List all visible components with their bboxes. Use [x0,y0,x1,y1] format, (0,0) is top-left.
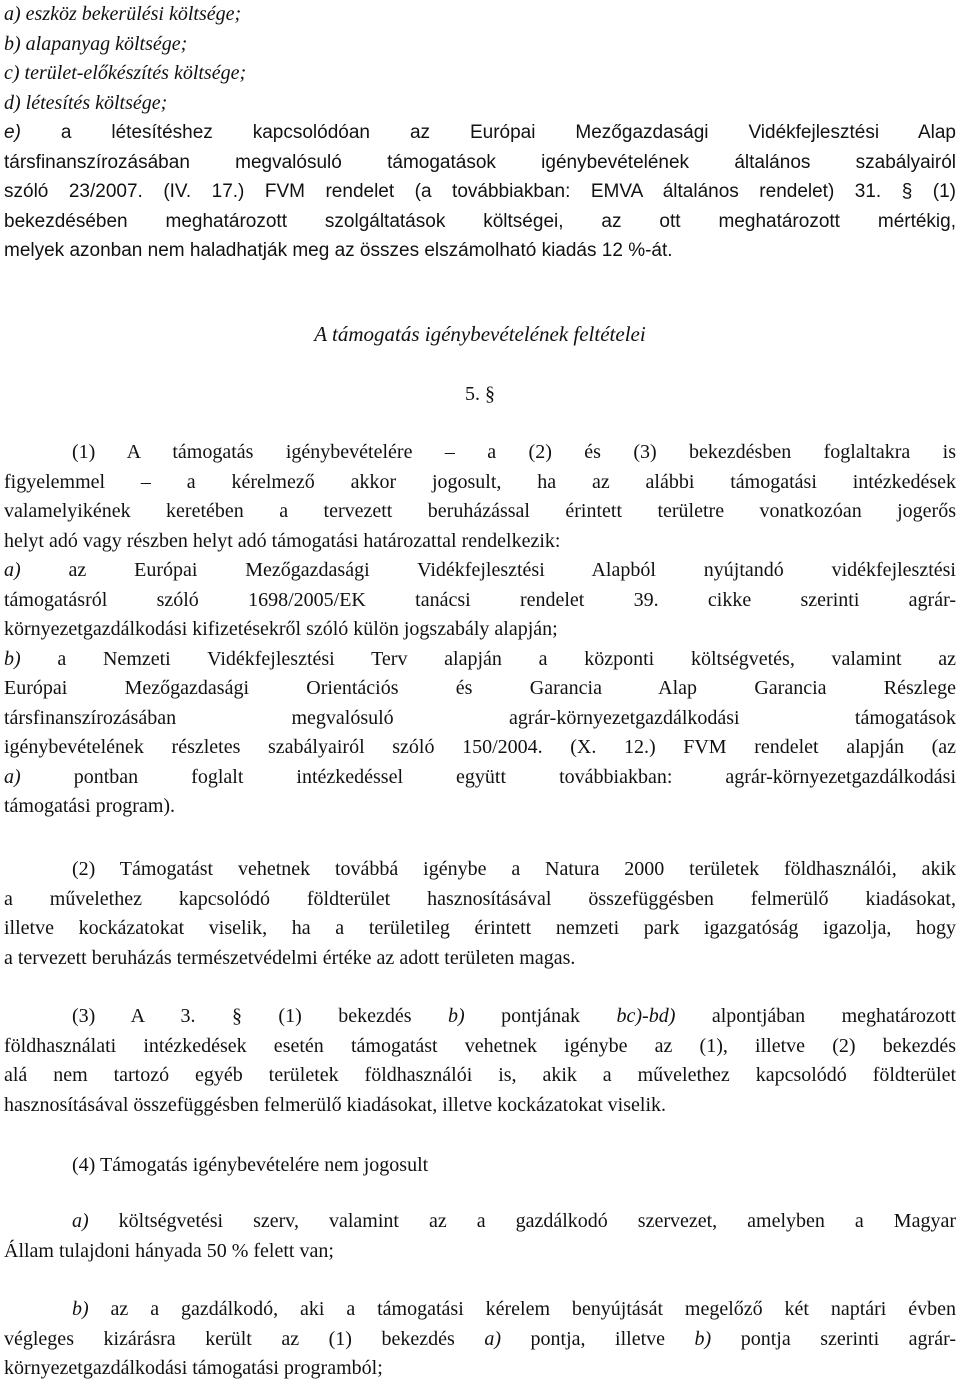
p1-item-b-line2: Európai Mezőgazdasági Orientációs és Garancia Alap Garancia Részlege [4,677,956,699]
p4a-line1: a) költségvetési szerv, valamint az a gazdálkodó szervezet, amelyben a Magyar [72,1210,956,1232]
p1-line4: helyt adó vagy részben helyt adó támogatási határozattal rendelkezik: [4,529,561,552]
list-item-a: a) eszköz bekerülési költsége; [4,3,242,25]
p4-line1: (4) Támogatás igénybevételére nem jogosult [72,1154,429,1176]
p4b-line3: környezetgazdálkodási támogatási programból; [4,1357,383,1379]
p1-line2: figyelemmel – a kérelmező akkor jogosult, ha az alábbi támogatási intézkedések [4,470,956,493]
p3-line4: hasznosításával összefüggésben felmerülő kiadásokat, illetve kockázatokat viselik. [4,1093,667,1116]
top-list [4,0,956,266]
p1-line3: valamelyikének keretében a tervezett beruházással érintett területre vonatkozóan jogerős [4,500,956,522]
p3-line2: földhasználati intézkedések esetén támogatást vehetnek igénybe az (1), illetve (2) bekezdés [4,1034,956,1057]
p4a-line2: Állam tulajdoni hányada 50 % felett van; [4,1239,334,1262]
list-item-d: d) létesítés költsége; [4,91,168,114]
p1-line1: (1) A támogatás igénybevételére – a (2) és (3) bekezdésben foglaltakra is [72,441,956,463]
p4b-line2: végleges kizárásra került az (1) bekezdés a) pontja, illetve b) pontja szerinti agrár- [4,1327,956,1350]
list-item-b: b) alapanyag költsége; [4,32,188,55]
paragraph-1 [4,438,956,822]
paragraph-4 [4,1151,956,1181]
paragraph-3 [4,1002,956,1120]
p1-item-b: b) a Nemzeti Vidékfejlesztési Terv alapján a központi költségvetés, valamint az [4,647,956,670]
p3-line1: (3) A 3. § (1) bekezdés b) pontjának bc)-bd) alpontjában meghatározott [72,1005,956,1027]
p1-item-a-line3: környezetgazdálkodási kifizetésekről szóló külön jogszabály alapján; [4,618,558,640]
p1-item-a: a) az Európai Mezőgazdasági Vidékfejlesztési Alapból nyújtandó vidékfejlesztési [4,559,956,581]
p1-item-b-line3: társfinanszírozásában megvalósuló agrár-környezetgazdálkodási támogatások [4,706,956,729]
p2-line4: a tervezett beruházás természetvédelmi értéke az adott területen magas. [4,946,576,969]
p1-item-b-line5: a) pontban foglalt intézkedéssel együtt továbbiakban: agrár-környezetgazdálkodási [4,765,956,788]
p2-line3: illetve kockázatokat viselik, ha a területileg érintett nemzeti park igazgatóság igazolja, hogy [4,917,956,939]
p1-item-b-line6: támogatási program). [4,795,176,817]
paragraph-4a [4,1207,956,1266]
p1-item-a-line2: támogatásról szóló 1698/2005/EK tanácsi rendelet 39. cikke szerinti agrár- [4,588,956,611]
p2-line2: a művelethez kapcsolódó földterület hasznosításával összefüggésben felmerülő kiadásokat, [4,887,956,910]
list-item-e-line3: szóló 23/2007. (IV. 17.) FVM rendelet (a továbbiakban: EMVA általános rendelet) 31. § (1) [4,181,956,202]
p2-line1: (2) Támogatást vehetnek továbbá igénybe a Natura 2000 területek földhasználói, akik [72,858,956,880]
paragraph-4b [4,1295,956,1384]
list-item-c: c) terület-előkészítés költsége; [4,62,247,84]
section-number: 5. § [465,383,495,405]
p4b-line1: b) az a gazdálkodó, aki a támogatási kérelem benyújtását megelőző két naptári évben [72,1298,956,1320]
list-item-e-line5: melyek azonban nem haladhatják meg az összes elszámolható kiadás 12 %-át. [4,240,673,261]
list-item-e-line2: társfinanszírozásában megvalósuló támogatások igénybevételének általános szabályairól [4,151,956,173]
p3-line3: alá nem tartozó egyéb területek földhasználói is, akik a művelethez kapcsolódó földterület [4,1064,956,1086]
p1-item-b-line4: igénybevételének részletes szabályairól szóló 150/2004. (X. 12.) FVM rendelet alapján (az [4,736,956,758]
list-item-e-line4: bekezdésében meghatározott szolgáltatások költségei, az ott meghatározott mértékig, [4,210,956,232]
list-item-e: e) a létesítéshez kapcsolódóan az Európai Mezőgazdasági Vidékfejlesztési Alap [4,122,956,143]
paragraph-2 [4,855,956,973]
section-heading: A támogatás igénybevételének feltételei [314,322,646,346]
